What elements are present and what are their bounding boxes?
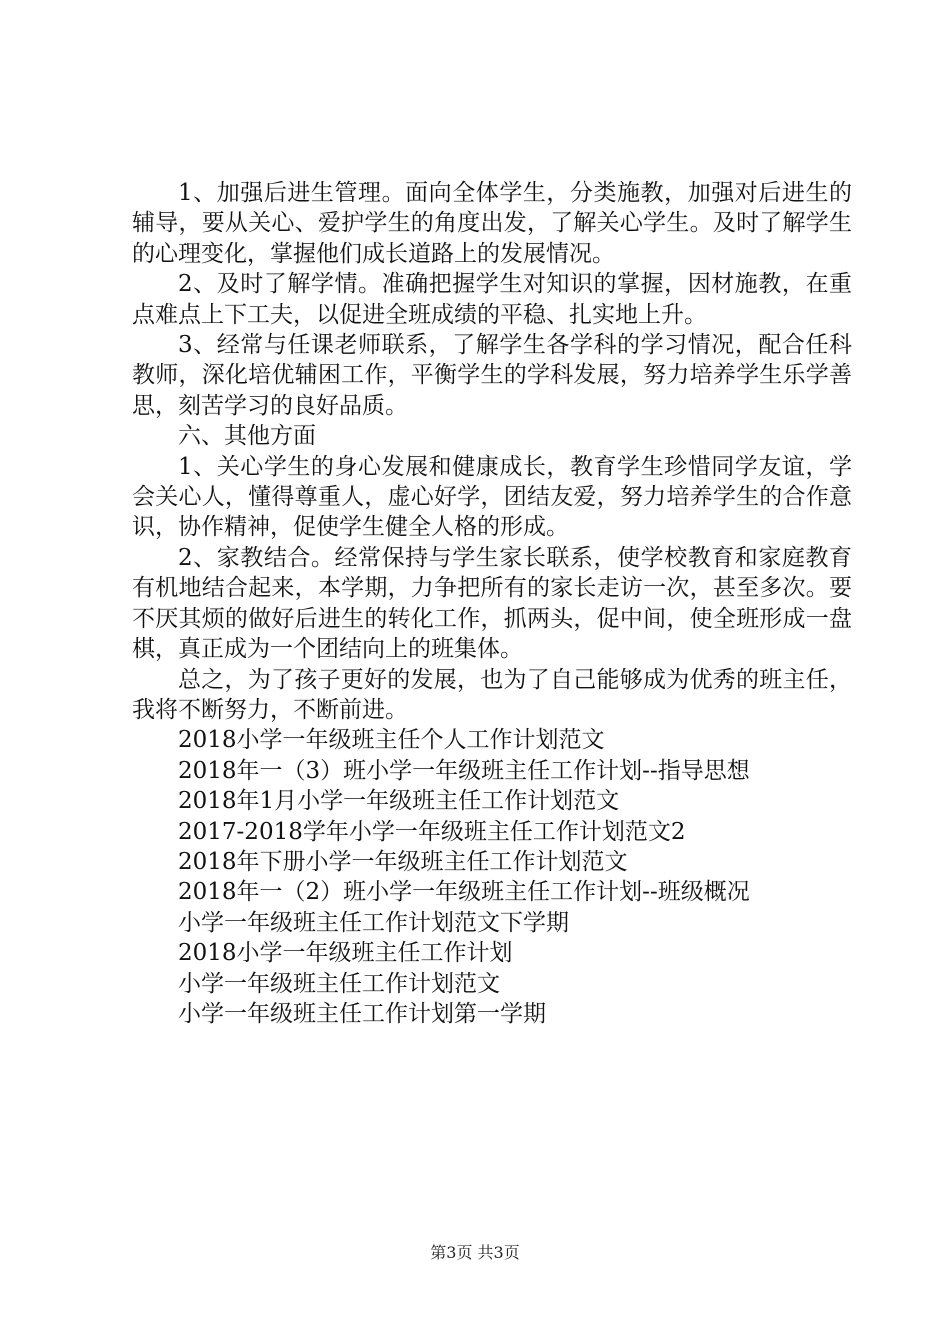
paragraph-student-growth: 1、关心学生的身心发展和健康成长，教育学生珍惜同学友谊，学会关心人，懂得尊重人，虚心好学，团结友爱，努力培养学生的合作意识，协作精神，促使学生健全人格的形成。 [132,453,852,541]
paragraph-teacher-contact: 3、经常与任课老师联系，了解学生各学科的学习情况，配合任科教师，深化培优辅困工作，平衡学生的学科发展，努力培养学生乐学善思，刻苦学习的良好品质。 [132,332,852,419]
related-title: 2018年下册小学一年级班主任工作计划范文 [178,848,628,875]
related-title: 2017-2018学年小学一年级班主任工作计划范文2 [178,818,686,845]
paragraph-home-school: 2、家教结合。经常保持与学生家长联系，使学校教育和家庭教育有机地结合起来，本学期，力争把所有的家长走访一次，甚至多次。要不厌其烦的做好后进生的转化工作，抓两头，促中间，使全班形成一盘棋，真正成为一个团结向上的班集体。 [132,544,852,663]
related-title: 小学一年级班主任工作计划第一学期 [178,1000,546,1027]
section-heading-other-aspects: 六、其他方面 [178,423,316,450]
related-title: 2018小学一年级班主任工作计划 [178,940,513,967]
paragraph-conclusion: 总之，为了孩子更好的发展，也为了自己能够成为优秀的班主任，我将不断努力，不断前进。 [132,666,852,723]
page-number-footer: 第3页 共3页 [430,1243,520,1262]
document-body [132,178,852,1029]
related-title: 小学一年级班主任工作计划范文下学期 [178,909,569,936]
related-title: 2018小学一年级班主任个人工作计划范文 [178,727,605,754]
related-title: 小学一年级班主任工作计划范文 [178,970,500,997]
related-title: 2018年一（2）班小学一年级班主任工作计划--班级概况 [178,879,750,906]
related-title: 2018年一（3）班小学一年级班主任工作计划--指导思想 [178,757,750,784]
related-title: 2018年1月小学一年级班主任工作计划范文 [178,788,620,815]
paragraph-understand-learning: 2、及时了解学情。准确把握学生对知识的掌握，因材施教，在重点难点上下工夫，以促进全班成绩的平稳、扎实地上升。 [132,271,852,328]
related-titles-list [132,725,852,1029]
paragraph-tutoring-slow-learners: 1、加强后进生管理。面向全体学生，分类施教，加强对后进生的辅导，要从关心、爱护学生的角度出发，了解关心学生。及时了解学生的心理变化，掌握他们成长道路上的发展情况。 [132,180,852,267]
